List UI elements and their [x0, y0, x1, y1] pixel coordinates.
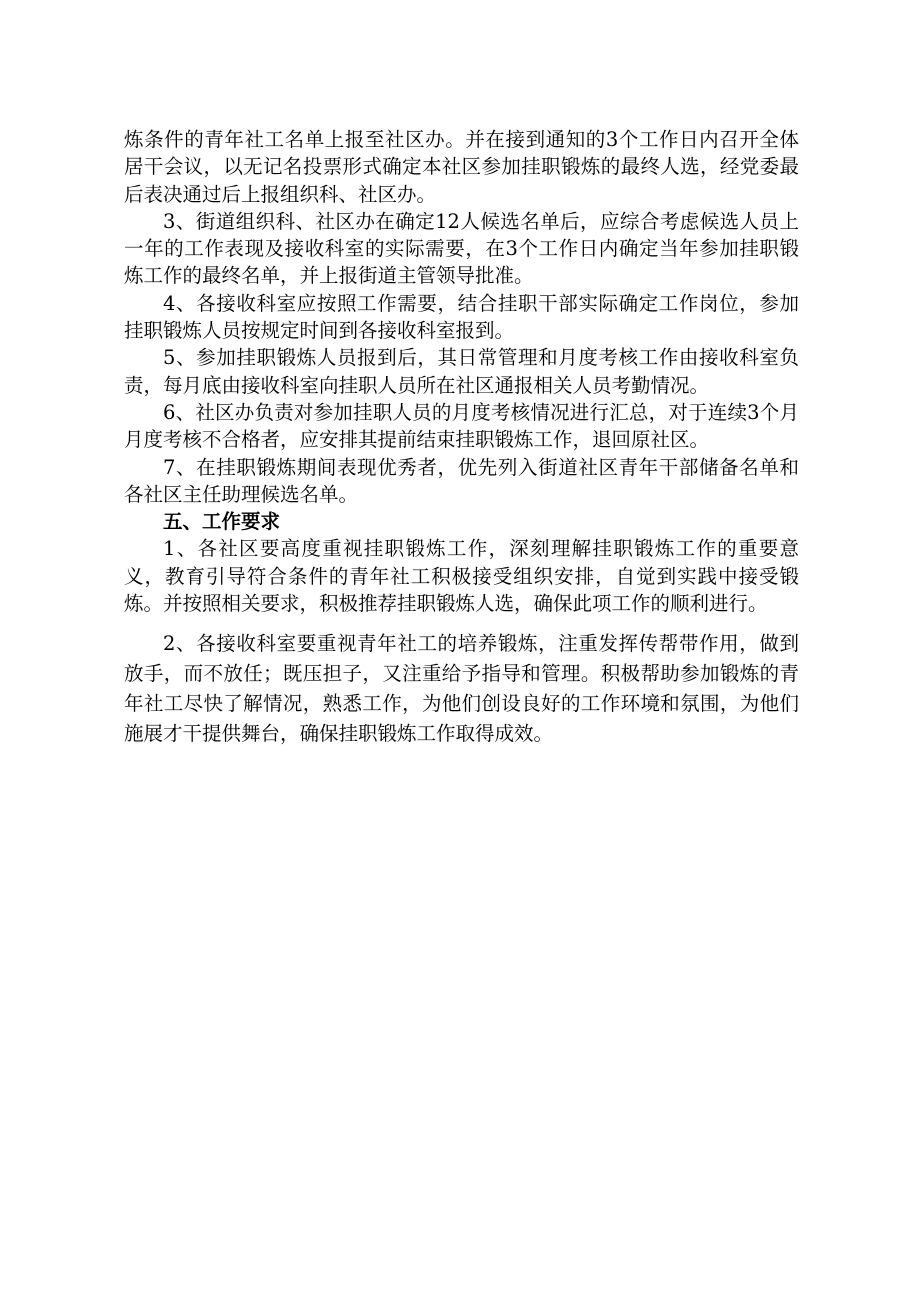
requirement-item-1: 1、各社区要高度重视挂职锻炼工作，深刻理解挂职锻炼工作的重要意义，教育引导符合条件的青年社工积极接受组织安排，自觉到实践中接受锻炼。并按照相关要求，积极推荐挂职锻炼人选，确保此项工作的顺利进行。 — [124, 537, 799, 616]
paragraph-item-5: 5、参加挂职锻炼人员报到后，其日常管理和月度考核工作由接收科室负责，每月底由接收科室向挂职人员所在社区通报相关人员考勤情况。 — [124, 346, 799, 397]
requirement-item-2: 2、各接收科室要重视青年社工的培养锻炼，注重发挥传帮带作用，做到放手，而不放任；既压担子，又注重给予指导和管理。积极帮助参加锻炼的青年社工尽快了解情况，熟悉工作，为他们创设良好的工作环境和氛围，为他们施展才干提供舞台，确保挂职锻炼工作取得成效。 — [124, 632, 799, 746]
paragraph-item-3: 3、街道组织科、社区办在确定12人候选名单后，应综合考虑候选人员上一年的工作表现及接收科室的实际需要，在3个工作日内确定当年参加挂职锻炼工作的最终名单，并上报街道主管领导批准。 — [124, 209, 799, 288]
paragraph-item-4: 4、各接收科室应按照工作需要，结合挂职干部实际确定工作岗位，参加挂职锻炼人员按规定时间到各接收科室报到。 — [124, 291, 799, 343]
paragraph-item-6: 6、社区办负责对参加挂职人员的月度考核情况进行汇总，对于连续3个月月度考核不合格者，应安排其提前结束挂职锻炼工作，退回原社区。 — [124, 400, 799, 452]
paragraph-item-7: 7、在挂职锻炼期间表现优秀者，优先列入街道社区青年干部储备名单和各社区主任助理候选名单。 — [124, 455, 799, 506]
document-page — [124, 126, 799, 749]
paragraph-continuation: 炼条件的青年社工名单上报至社区办。并在接到通知的3个工作日内召开全体居干会议，以无记名投票形式确定本社区参加挂职锻炼的最终人选，经党委最后表决通过后上报组织科、社区办。 — [124, 128, 799, 206]
section-heading: 五、工作要求 — [163, 510, 281, 534]
